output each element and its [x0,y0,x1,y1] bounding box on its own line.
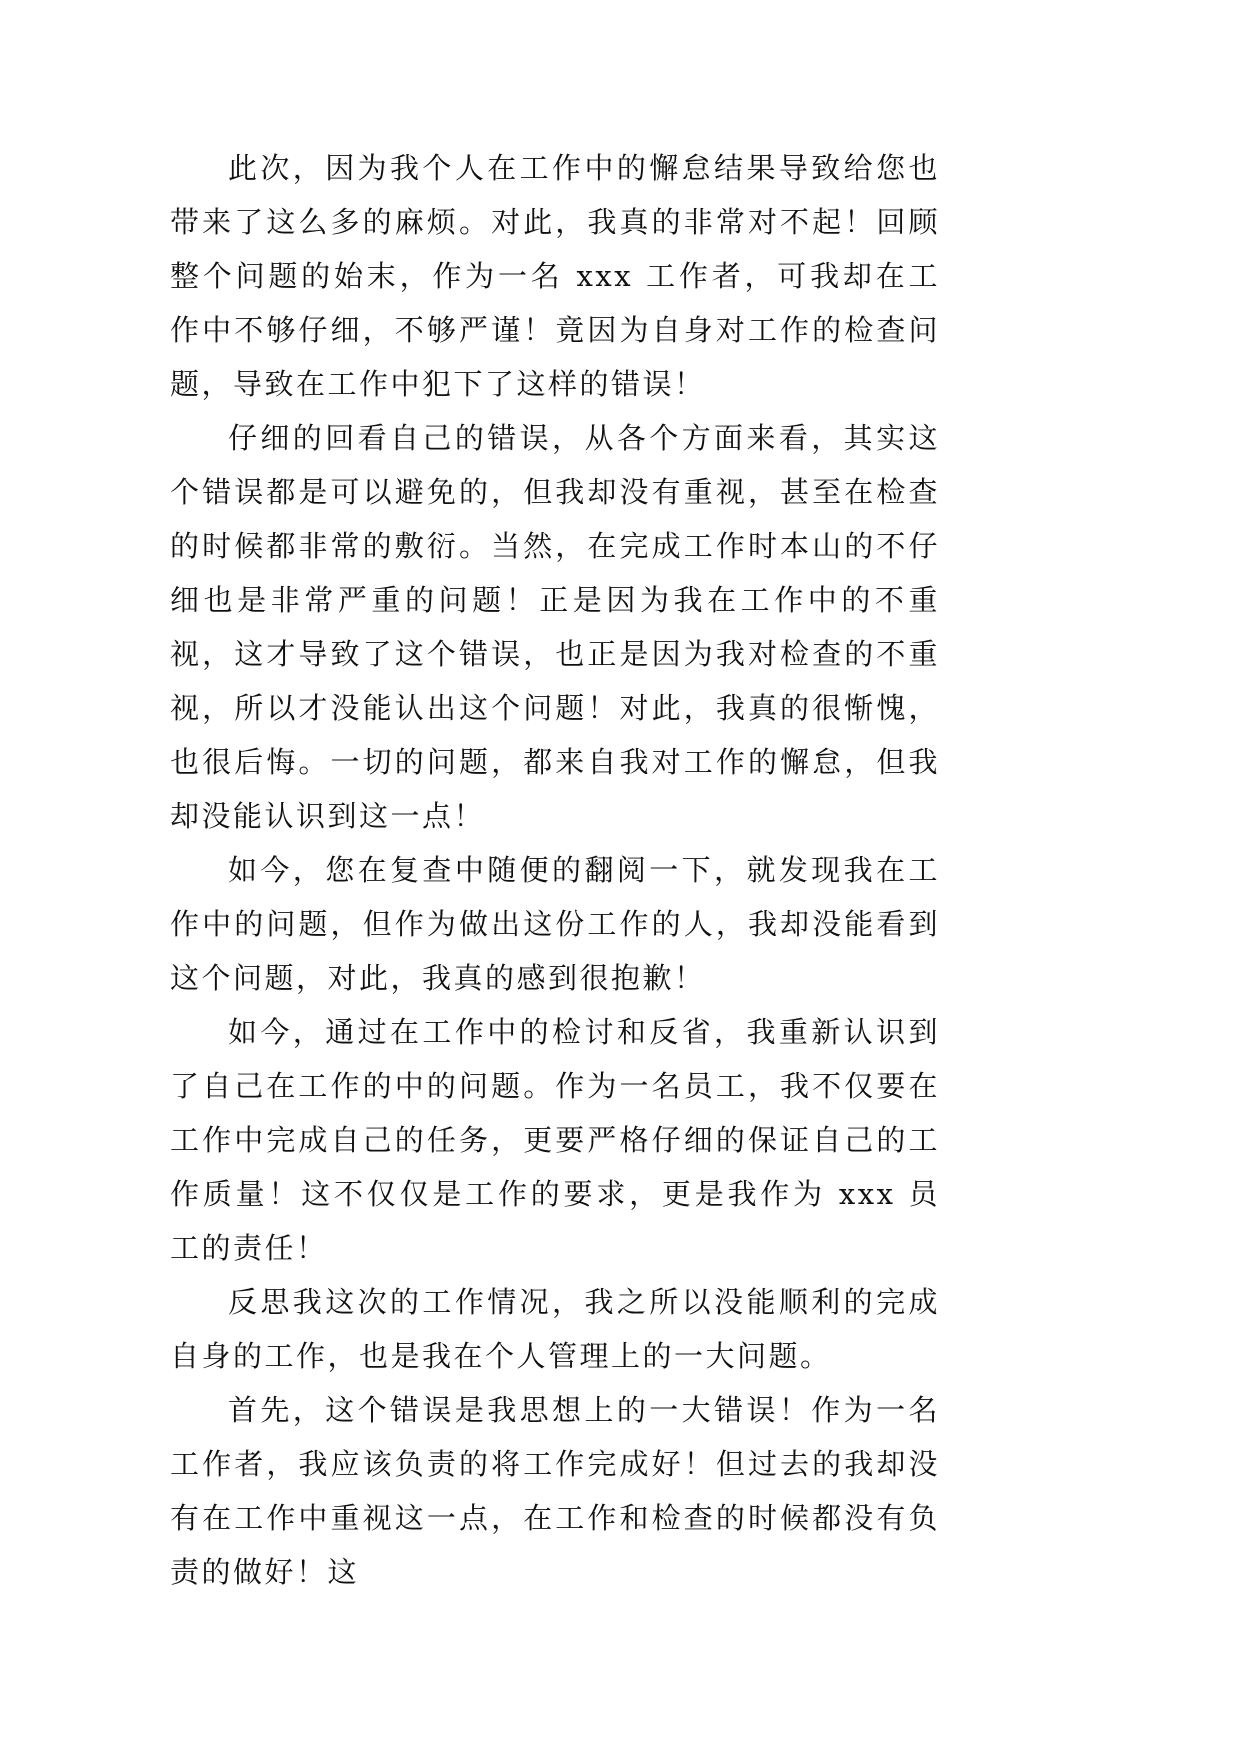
paragraph-3: 如今，您在复查中随便的翻阅一下，就发现我在工作中的问题，但作为做出这份工作的人，我却没能看到这个问题，对此，我真的感到很抱歉！ [170,853,940,995]
document-body [170,141,940,1599]
paragraph-2: 仔细的回看自己的错误，从各个方面来看，其实这个错误都是可以避免的，但我却没有重视，甚至在检查的时候都非常的敷衍。当然，在完成工作时本山的不仔细也是非常严重的问题！正是因为我在工作中的不重视，这才导致了这个错误，也正是因为我对检查的不重视，所以才没能认出这个问题！对此，我真的很惭愧，也很后悔。一切的问题，都来自我对工作的懈怠，但我却没能认识到这一点！ [170,421,940,833]
paragraph-5: 反思我这次的工作情况，我之所以没能顺利的完成自身的工作，也是我在个人管理上的一大问题。 [170,1285,940,1373]
paragraph-6: 首先，这个错误是我思想上的一大错误！作为一名工作者，我应该负责的将工作完成好！但过去的我却没有在工作中重视这一点，在工作和检查的时候都没有负责的做好！这 [170,1393,940,1589]
paragraph-4: 如今，通过在工作中的检讨和反省，我重新认识到了自己在工作的中的问题。作为一名员工，我不仅要在工作中完成自己的任务，更要严格仔细的保证自己的工作质量！这不仅仅是工作的要求，更是我作为 xxx 员工的责任！ [170,1015,940,1265]
paragraph-1: 此次，因为我个人在工作中的懈怠结果导致给您也带来了这么多的麻烦。对此，我真的非常对不起！回顾整个问题的始末，作为一名 xxx 工作者，可我却在工作中不够仔细，不够严谨！竟因为自身对工作的检查问题，导致在工作中犯下了这样的错误！ [170,151,940,401]
